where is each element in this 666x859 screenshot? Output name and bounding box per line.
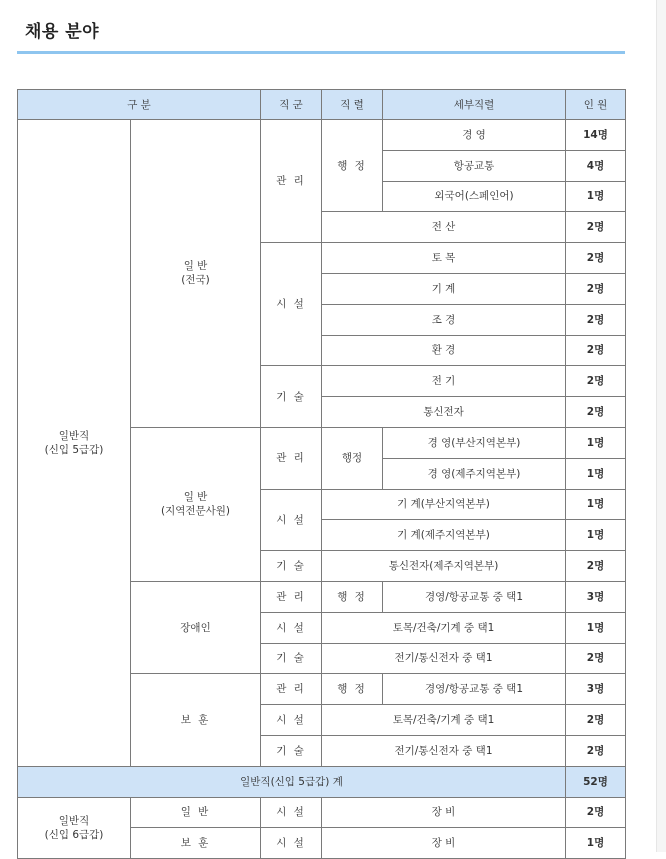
header-job-group: 직 군 [261,90,322,120]
job-series-admin: 행정 [322,427,383,489]
detail-cell: 기 계(제주지역본부) [322,520,566,551]
job-group-facility: 시 설 [261,489,322,551]
subcategory-general: 일 반 [131,797,261,828]
detail-cell: 전기/통신전자 중 택1 [322,643,566,674]
detail-cell: 장 비 [322,797,566,828]
category-general-5: 일반직 (신입 5급갑) [18,120,131,767]
count-cell: 2명 [566,797,626,828]
count-cell: 2명 [566,212,626,243]
count-cell: 2명 [566,397,626,428]
job-group-facility: 시 설 [261,797,322,828]
job-group-admin: 관 리 [261,581,322,612]
detail-cell: 외국어(스페인어) [383,181,566,212]
detail-cell: 전 산 [322,212,566,243]
subcategory-disabled: 장애인 [131,581,261,673]
count-cell: 1명 [566,181,626,212]
count-cell: 3명 [566,674,626,705]
page-title: 채용 분야 [25,22,100,42]
detail-cell: 토 목 [322,243,566,274]
detail-cell: 경영/항공교통 중 택1 [383,581,566,612]
job-group-tech: 기 술 [261,551,322,582]
detail-cell: 경 영(부산지역본부) [383,427,566,458]
job-group-admin: 관 리 [261,674,322,705]
detail-cell: 기 계 [322,273,566,304]
count-cell: 2명 [566,366,626,397]
detail-cell: 전 기 [322,366,566,397]
job-series-admin: 행 정 [322,120,383,212]
table-row [18,797,626,828]
job-group-tech: 기 술 [261,735,322,766]
count-cell: 1명 [566,612,626,643]
count-cell: 1명 [566,489,626,520]
job-group-facility: 시 설 [261,243,322,366]
total-count: 52명 [566,766,626,797]
job-series-admin: 행 정 [322,581,383,612]
count-cell: 3명 [566,581,626,612]
detail-cell: 기 계(부산지역본부) [322,489,566,520]
header-category: 구 분 [18,90,261,120]
count-cell: 14명 [566,120,626,151]
job-group-admin: 관 리 [261,427,322,489]
job-group-facility: 시 설 [261,612,322,643]
count-cell: 2명 [566,551,626,582]
count-cell: 1명 [566,458,626,489]
job-group-admin: 관 리 [261,120,322,243]
count-cell: 2명 [566,335,626,366]
job-group-facility: 시 설 [261,828,322,859]
detail-cell: 토목/건축/기계 중 택1 [322,705,566,736]
detail-cell: 조 경 [322,304,566,335]
job-group-facility: 시 설 [261,705,322,736]
count-cell: 4명 [566,150,626,181]
detail-cell: 통신전자(제주지역본부) [322,551,566,582]
total-row [18,766,626,797]
count-cell: 2명 [566,273,626,304]
count-cell: 2명 [566,705,626,736]
count-cell: 2명 [566,735,626,766]
detail-cell: 경영/항공교통 중 택1 [383,674,566,705]
table-header-row [18,90,626,120]
count-cell: 1명 [566,520,626,551]
title-divider [17,51,625,54]
job-series-admin: 행 정 [322,674,383,705]
job-group-tech: 기 술 [261,643,322,674]
subcategory-general-nation: 일 반 (전국) [131,120,261,428]
header-headcount: 인 원 [566,90,626,120]
count-cell: 2명 [566,243,626,274]
recruitment-table [17,89,626,859]
header-job-series: 직 렬 [322,90,383,120]
subcategory-veteran: 보 훈 [131,674,261,766]
scrollbar-track[interactable] [656,0,666,852]
detail-cell: 환 경 [322,335,566,366]
detail-cell: 장 비 [322,828,566,859]
category-general-6: 일반직 (신입 6급갑) [18,797,131,859]
total-label: 일반직(신입 5급갑) 계 [18,766,566,797]
count-cell: 2명 [566,304,626,335]
detail-cell: 통신전자 [322,397,566,428]
job-group-tech: 기 술 [261,366,322,428]
detail-cell: 경 영(제주지역본부) [383,458,566,489]
table-row [18,120,626,151]
header-detail-series: 세부직렬 [383,90,566,120]
count-cell: 1명 [566,828,626,859]
count-cell: 1명 [566,427,626,458]
count-cell: 2명 [566,643,626,674]
detail-cell: 경 영 [383,120,566,151]
subcategory-general-regional: 일 반 (지역전문사원) [131,427,261,581]
subcategory-veteran: 보 훈 [131,828,261,859]
detail-cell: 전기/통신전자 중 택1 [322,735,566,766]
detail-cell: 항공교통 [383,150,566,181]
detail-cell: 토목/건축/기계 중 택1 [322,612,566,643]
